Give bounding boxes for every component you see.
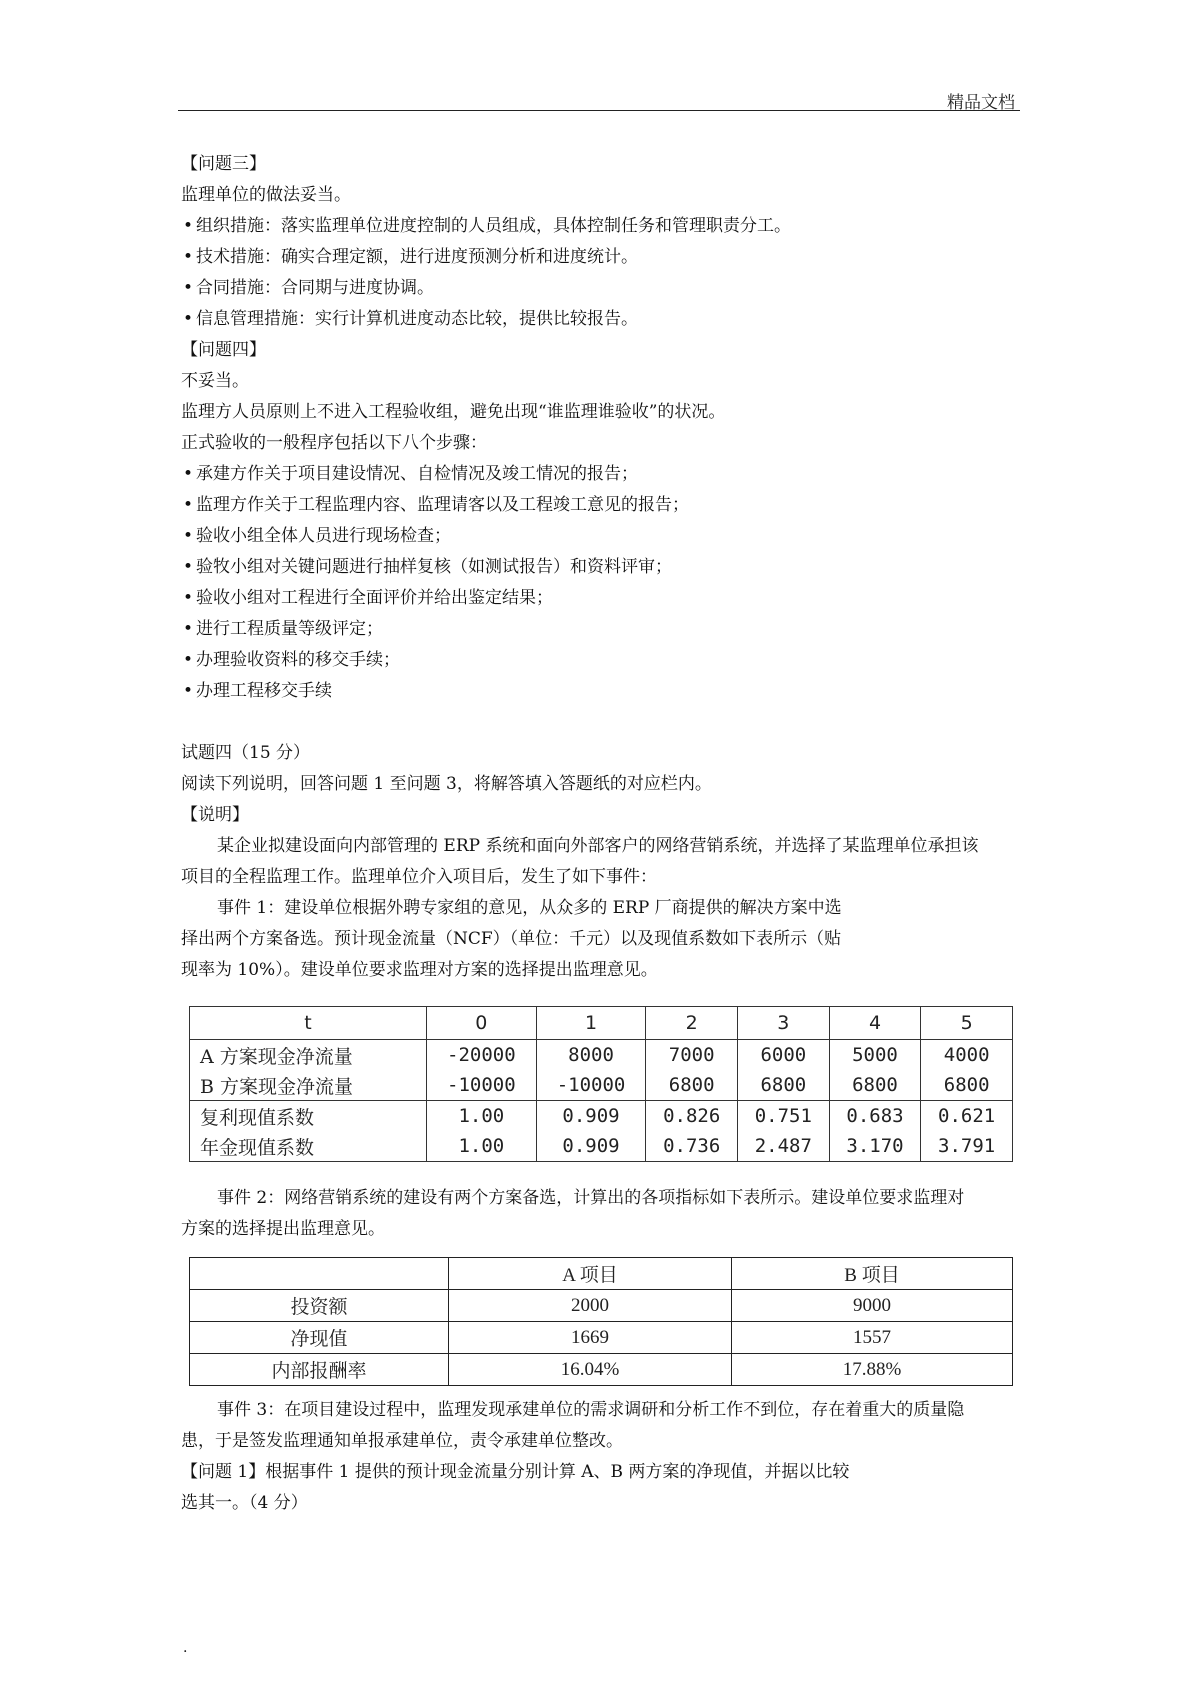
table-cell: 0.751 bbox=[738, 1101, 830, 1132]
paragraph: 正式验收的一般程序包括以下八个步骤： bbox=[181, 433, 487, 453]
question-4-heading: 【问题四】 bbox=[181, 340, 266, 360]
bullet-item: • 组织措施：落实监理单位进度控制的人员组成，具体控制任务和管理职责分工。 bbox=[181, 211, 1019, 242]
table-cell: 0.826 bbox=[646, 1101, 738, 1132]
bullet-item: • 信息管理措施：实行计算机进度动态比较，提供比较报告。 bbox=[181, 304, 1019, 335]
table-cell: 6000 bbox=[738, 1040, 830, 1071]
footer-mark: . bbox=[183, 1640, 188, 1656]
answer-section bbox=[181, 149, 1019, 986]
event-3-text: 事件 3：在项目建设过程中，监理发现承建单位的需求调研和分析工作不到位，存在着重大的质量隐 bbox=[217, 1400, 965, 1420]
table-cell: 1.00 bbox=[427, 1101, 537, 1132]
header-cell: 2 bbox=[646, 1007, 738, 1040]
table-cell: 1557 bbox=[732, 1322, 1013, 1354]
table-row bbox=[190, 1354, 1013, 1386]
row-label: 年金现值系数 bbox=[190, 1131, 427, 1162]
header-cell: A 项目 bbox=[449, 1258, 732, 1290]
table-cell: 0.683 bbox=[829, 1101, 921, 1132]
bullet-item: • 承建方作关于项目建设情况、自检情况及竣工情况的报告； bbox=[181, 459, 1019, 490]
table-cell: 2000 bbox=[449, 1290, 732, 1322]
paragraph: 患，于是签发监理通知单报承建单位，责令承建单位整改。 bbox=[181, 1431, 623, 1451]
header-cell: 4 bbox=[829, 1007, 921, 1040]
bullet-item: • 进行工程质量等级评定； bbox=[181, 614, 1019, 645]
header-cell bbox=[190, 1258, 449, 1290]
header-cell: 5 bbox=[921, 1007, 1013, 1040]
table-cell: 2.487 bbox=[738, 1131, 830, 1162]
bullet-item: • 技术措施：确实合理定额，进行进度预测分析和进度统计。 bbox=[181, 242, 1019, 273]
table-row bbox=[190, 1040, 1013, 1071]
table-cell: 7000 bbox=[646, 1040, 738, 1071]
table-cell: 0.909 bbox=[536, 1101, 646, 1132]
event-1-text: 事件 1：建设单位根据外聘专家组的意见，从众多的 ERP 厂商提供的解决方案中选 bbox=[217, 898, 842, 918]
table-cell: 17.88% bbox=[732, 1354, 1013, 1386]
table-cell: 0.736 bbox=[646, 1131, 738, 1162]
header-cell: 1 bbox=[536, 1007, 646, 1040]
row-label: 复利现值系数 bbox=[190, 1101, 427, 1132]
event-2-block bbox=[181, 1183, 1019, 1245]
table-cell: -20000 bbox=[427, 1040, 537, 1071]
header-label: 精品文档 bbox=[947, 93, 1015, 113]
spacer bbox=[181, 707, 1019, 738]
table-row bbox=[190, 1101, 1013, 1132]
table-row bbox=[190, 1131, 1013, 1162]
paragraph: 现率为 10%）。建设单位要求监理对方案的选择提出监理意见。 bbox=[181, 960, 658, 980]
table-cell: 3.170 bbox=[829, 1131, 921, 1162]
description-heading: 【说明】 bbox=[181, 805, 249, 825]
bullet-item: • 办理验收资料的移交手续； bbox=[181, 645, 1019, 676]
table-cell: 8000 bbox=[536, 1040, 646, 1071]
table-cell: 16.04% bbox=[449, 1354, 732, 1386]
paragraph: 择出两个方案备选。预计现金流量（NCF）（单位：千元）以及现值系数如下表所示（贴 bbox=[181, 929, 842, 949]
header-cell: 3 bbox=[738, 1007, 830, 1040]
table-cell: -10000 bbox=[536, 1070, 646, 1101]
bullet-item: • 监理方作关于工程监理内容、监理请客以及工程竣工意见的报告； bbox=[181, 490, 1019, 521]
header-cell: t bbox=[190, 1007, 427, 1040]
paragraph: 监理单位的做法妥当。 bbox=[181, 185, 351, 205]
table-cell: 1.00 bbox=[427, 1131, 537, 1162]
table-cell: 6800 bbox=[646, 1070, 738, 1101]
instructions: 阅读下列说明，回答问题 1 至问题 3，将解答填入答题纸的对应栏内。 bbox=[181, 774, 712, 794]
event-3-section bbox=[181, 1395, 1019, 1519]
paragraph: 方案的选择提出监理意见。 bbox=[181, 1219, 385, 1239]
table-cell: 3.791 bbox=[921, 1131, 1013, 1162]
paragraph: 监理方人员原则上不进入工程验收组，避免出现“谁监理谁验收”的状况。 bbox=[181, 402, 726, 422]
paragraph: 某企业拟建设面向内部管理的 ERP 系统和面向外部客户的网络营销系统，并选择了某监理单位承担该 bbox=[217, 836, 979, 856]
table-row bbox=[190, 1070, 1013, 1101]
table-cell: 0.621 bbox=[921, 1101, 1013, 1132]
table-cell: 5000 bbox=[829, 1040, 921, 1071]
paragraph: 选其一。（4 分） bbox=[181, 1493, 308, 1513]
event-2-text: 事件 2：网络营销系统的建设有两个方案备选，计算出的各项指标如下表所示。建设单位要求监理对 bbox=[217, 1188, 965, 1208]
bullet-item: • 验牧小组对关键问题进行抽样复核（如测试报告）和资料评审； bbox=[181, 552, 1019, 583]
table-cell: 9000 bbox=[732, 1290, 1013, 1322]
table-cell: 1669 bbox=[449, 1322, 732, 1354]
bullet-item: • 办理工程移交手续 bbox=[181, 676, 1019, 707]
table-cell: 6800 bbox=[738, 1070, 830, 1101]
project-comparison-table bbox=[189, 1257, 1013, 1386]
cash-flow-table bbox=[189, 1006, 1013, 1162]
header-cell: 0 bbox=[427, 1007, 537, 1040]
paragraph: 不妥当。 bbox=[181, 371, 249, 391]
question-3-heading: 【问题三】 bbox=[181, 154, 266, 174]
table-header-row bbox=[190, 1258, 1013, 1290]
header-cell: B 项目 bbox=[732, 1258, 1013, 1290]
paragraph: 项目的全程监理工作。监理单位介入项目后，发生了如下事件： bbox=[181, 867, 657, 887]
table-row bbox=[190, 1322, 1013, 1354]
table-cell: 6800 bbox=[829, 1070, 921, 1101]
table-cell: 4000 bbox=[921, 1040, 1013, 1071]
row-label: 净现值 bbox=[190, 1322, 449, 1354]
exam-question-title: 试题四（15 分） bbox=[181, 743, 311, 763]
table-cell: 0.909 bbox=[536, 1131, 646, 1162]
table-cell: -10000 bbox=[427, 1070, 537, 1101]
row-label: A 方案现金净流量 bbox=[190, 1040, 427, 1071]
bullet-item: • 合同措施：合同期与进度协调。 bbox=[181, 273, 1019, 304]
bullet-item: • 验收小组全体人员进行现场检查； bbox=[181, 521, 1019, 552]
row-label: 内部报酬率 bbox=[190, 1354, 449, 1386]
header-rule bbox=[178, 110, 1020, 111]
table-row bbox=[190, 1290, 1013, 1322]
row-label: 投资额 bbox=[190, 1290, 449, 1322]
row-label: B 方案现金净流量 bbox=[190, 1070, 427, 1101]
table-cell: 6800 bbox=[921, 1070, 1013, 1101]
table-header-row bbox=[190, 1007, 1013, 1040]
question-1-text: 【问题 1】根据事件 1 提供的预计现金流量分别计算 A、B 两方案的净现值，并据以比较 bbox=[181, 1462, 850, 1482]
bullet-item: • 验收小组对工程进行全面评价并给出鉴定结果； bbox=[181, 583, 1019, 614]
